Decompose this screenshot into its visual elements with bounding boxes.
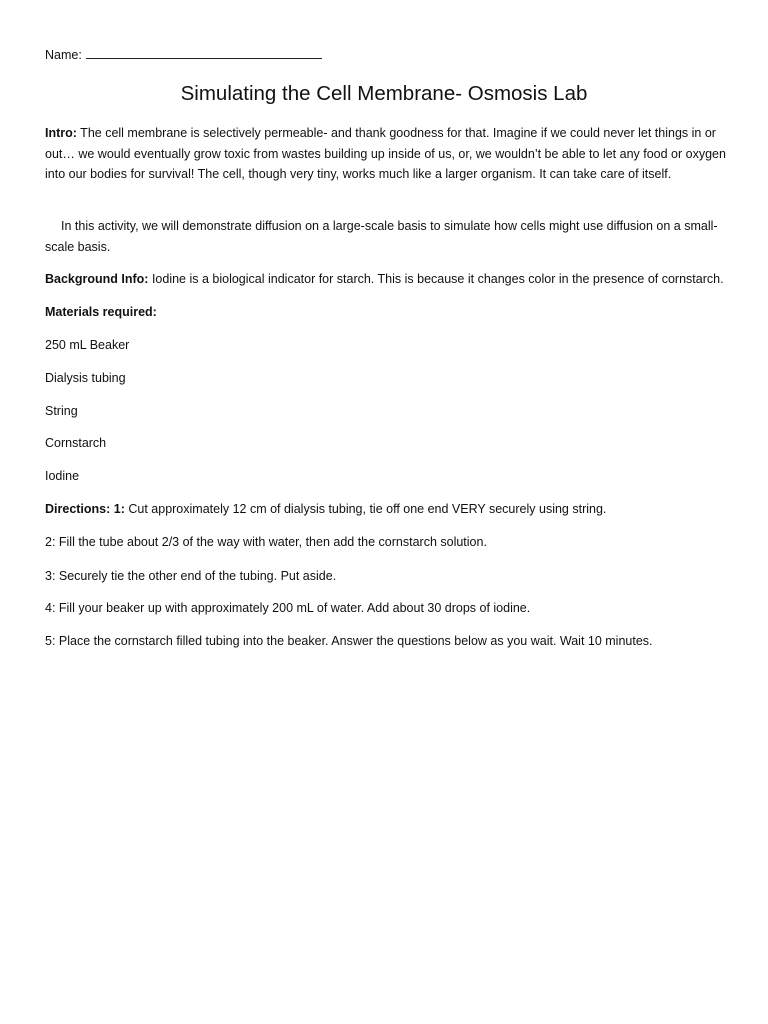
- direction-step-2: 2: Fill the tube about 2/3 of the way with water, then add the cornstarch solution.: [45, 535, 487, 549]
- direction-step-5: 5: Place the cornstarch filled tubing into the beaker. Answer the questions below as you wait. Wait 10 minutes.: [45, 634, 653, 648]
- direction-step-3: 3: Securely tie the other end of the tubing. Put aside.: [45, 569, 337, 583]
- material-item: Iodine: [45, 469, 80, 483]
- directions-label: Directions: 1:: [45, 502, 125, 516]
- background-paragraph: [45, 269, 735, 290]
- activity-text: In this activity, we will demonstrate diffusion on a large-scale basis to simulate how cells might use diffusion on a small-scale basis.: [45, 219, 718, 254]
- name-label: Name:: [45, 48, 82, 62]
- material-item: Dialysis tubing: [45, 371, 126, 385]
- background-label: Background Info:: [45, 272, 149, 286]
- material-item: Cornstarch: [45, 436, 107, 450]
- name-row: [45, 45, 322, 65]
- direction-step-4: 4: Fill your beaker up with approximately 200 mL of water. Add about 30 drops of iodine.: [45, 601, 531, 615]
- direction-step-1: [45, 499, 606, 519]
- intro-paragraph: [45, 123, 735, 185]
- name-blank-line[interactable]: [86, 46, 322, 59]
- intro-text: The cell membrane is selectively permeable- and thank goodness for that. Imagine if we could never let things in or out… we would eventually grow toxic from wastes building up inside of us, or, we wouldn’t be able to let any food or oxygen into our bodies for survival! The cell, though very tiny, works much like a larger organism. It can take care of itself.: [45, 126, 726, 181]
- material-item: 250 mL Beaker: [45, 338, 130, 352]
- materials-heading: Materials required:: [45, 305, 157, 319]
- background-text: Iodine is a biological indicator for starch. This is because it changes color in the presence of cornstarch.: [148, 272, 724, 286]
- page-title: Simulating the Cell Membrane- Osmosis Lab: [180, 82, 588, 105]
- material-item: String: [45, 404, 78, 418]
- activity-paragraph: [45, 216, 735, 257]
- intro-label: Intro:: [45, 126, 77, 140]
- step-1-text: Cut approximately 12 cm of dialysis tubing, tie off one end VERY securely using string.: [124, 502, 607, 516]
